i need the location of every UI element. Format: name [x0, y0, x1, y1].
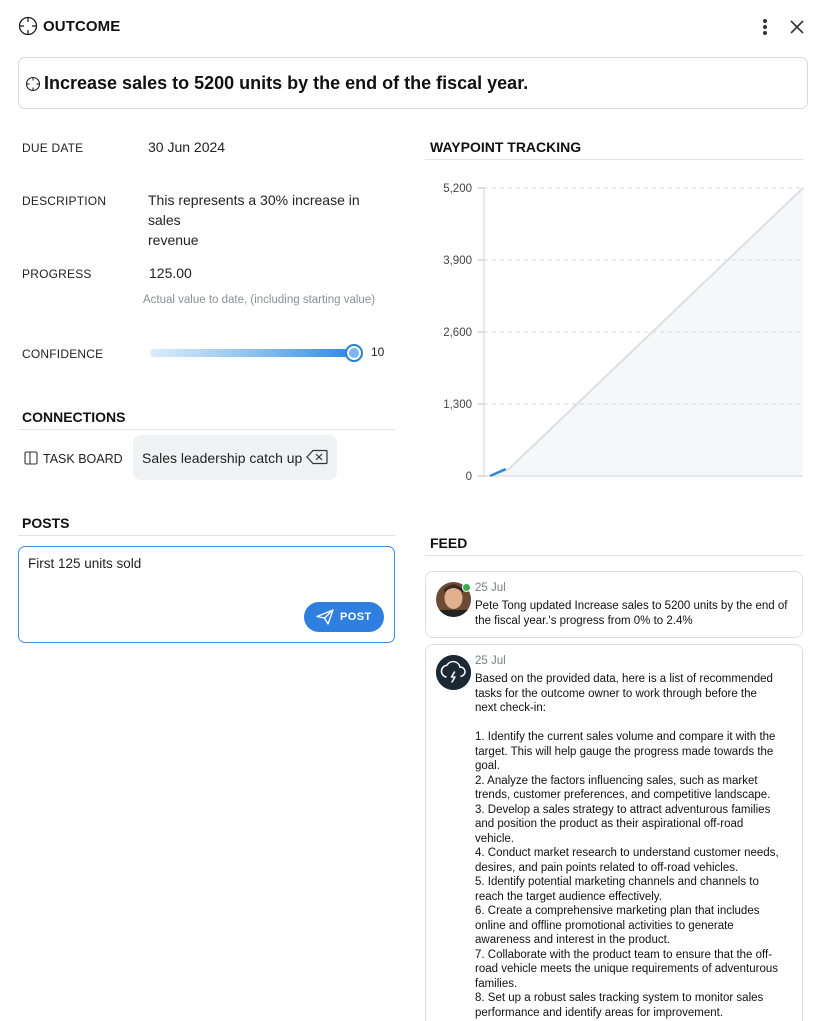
- outcome-title: Increase sales to 5200 units by the end of the fiscal year.: [44, 73, 529, 93]
- description-line: This represents a 30% increase in sales: [148, 192, 360, 228]
- feed-line: goal.: [475, 760, 500, 772]
- top-bar: [18, 14, 810, 40]
- connection-chip-label: Sales leadership catch up: [142, 450, 303, 466]
- description-label: DESCRIPTION: [22, 194, 107, 208]
- confidence-slider[interactable]: [150, 344, 365, 362]
- feed-item: [425, 571, 803, 638]
- connections-heading: CONNECTIONS: [22, 409, 126, 425]
- divider: [18, 429, 395, 430]
- waypoint-heading: WAYPOINT TRACKING: [430, 139, 582, 155]
- y-tick-label: 2,600: [443, 327, 472, 339]
- remove-connection-icon[interactable]: [306, 449, 328, 465]
- post-input[interactable]: [28, 556, 368, 596]
- close-icon[interactable]: [787, 17, 807, 37]
- post-button[interactable]: [304, 602, 384, 632]
- divider: [425, 159, 803, 160]
- task-board-icon: [24, 451, 38, 465]
- connection-chip[interactable]: [133, 435, 337, 480]
- due-date-value[interactable]: 30 Jun 2024: [148, 139, 226, 155]
- y-tick-label: 3,900: [443, 255, 472, 267]
- progress-value[interactable]: 125.00: [149, 265, 192, 281]
- feed-line: awareness and interest in the product.: [475, 934, 670, 946]
- feed-line: road vehicle meets the unique requirements of adventurous: [475, 963, 779, 975]
- feed-line: trends, customer preferences, and competitive landscape.: [475, 789, 771, 801]
- feed-item: [425, 644, 803, 1021]
- description-line: revenue: [148, 232, 199, 248]
- feed-line: families.: [475, 977, 518, 990]
- feed-line: 6. Create a comprehensive marketing plan that includes: [475, 905, 760, 917]
- confidence-label: CONFIDENCE: [22, 347, 104, 361]
- divider: [18, 535, 395, 536]
- feed-line: Pete Tong updated Increase sales to 5200 units by the end of: [475, 600, 788, 612]
- feed-line: [475, 716, 791, 731]
- feed-line: tasks for the outcome owner to work through before the: [475, 687, 757, 700]
- feed-line: target. This will help gauge the progress made towards the: [475, 745, 774, 758]
- feed-line: Based on the provided data, here is a list of recommended: [475, 673, 773, 685]
- feed-line: and position the product as their aspirational off-road: [475, 818, 744, 830]
- post-button-label: POST: [340, 611, 372, 623]
- slider-thumb[interactable]: [345, 344, 363, 362]
- feed-time: 25 Jul: [475, 582, 506, 594]
- feed-line: desires, and pain points related to off-road vehicles.: [475, 861, 739, 874]
- waypoint-chart: [430, 168, 810, 498]
- online-status-indicator: [462, 583, 471, 592]
- feed-body: [475, 672, 791, 1020]
- feed-line: online and offline promotional activities to generate: [475, 919, 734, 932]
- ai-assistant-icon: [436, 655, 471, 690]
- feed-line: 7. Collaborate with the product team to ensure that the off-: [475, 948, 773, 961]
- target-icon: [25, 76, 41, 92]
- feed-line: 5. Identify potential marketing channels and channels to: [475, 876, 759, 888]
- feed-line: reach the target audience effectively.: [475, 890, 662, 903]
- slider-track: [150, 349, 354, 357]
- feed-line: the fiscal year.'s progress from 0% to 2.4%: [475, 614, 693, 627]
- feed-line: 2. Analyze the factors influencing sales, such as market: [475, 774, 758, 787]
- feed-line: 1. Identify the current sales volume and compare it with the: [475, 731, 776, 743]
- outcome-title-field[interactable]: [18, 57, 808, 109]
- feed-heading: FEED: [430, 535, 468, 551]
- due-date-label: DUE DATE: [22, 141, 84, 155]
- posts-heading: POSTS: [22, 515, 70, 531]
- feed-body: [475, 599, 791, 628]
- target-icon: [18, 16, 38, 36]
- post-composer: [18, 546, 395, 643]
- task-board-label: TASK BOARD: [43, 452, 123, 466]
- progress-hint: Actual value to date, (including starting value): [143, 294, 376, 306]
- avatar: [436, 655, 471, 690]
- feed-line: 4. Conduct market research to understand customer needs,: [475, 847, 779, 859]
- feed-time: 25 Jul: [475, 655, 506, 667]
- send-icon: [316, 609, 334, 625]
- panel-type-label: OUTCOME: [43, 18, 121, 35]
- progress-label: PROGRESS: [22, 267, 92, 281]
- feed-line: 8. Set up a robust sales tracking system to monitor sales: [475, 992, 764, 1004]
- description-value[interactable]: [148, 190, 393, 250]
- y-tick-label: 5,200: [443, 183, 472, 195]
- feed-line: vehicle.: [475, 832, 514, 845]
- y-tick-label: 0: [465, 471, 472, 483]
- divider: [425, 555, 803, 556]
- more-options-icon[interactable]: [755, 14, 775, 40]
- feed-line: 3. Develop a sales strategy to attract adventurous families: [475, 803, 771, 816]
- feed-line: next check-in:: [475, 702, 546, 714]
- feed-line: performance and identify areas for improvement.: [475, 1006, 724, 1019]
- confidence-value: 10: [371, 345, 385, 359]
- y-tick-label: 1,300: [443, 399, 472, 411]
